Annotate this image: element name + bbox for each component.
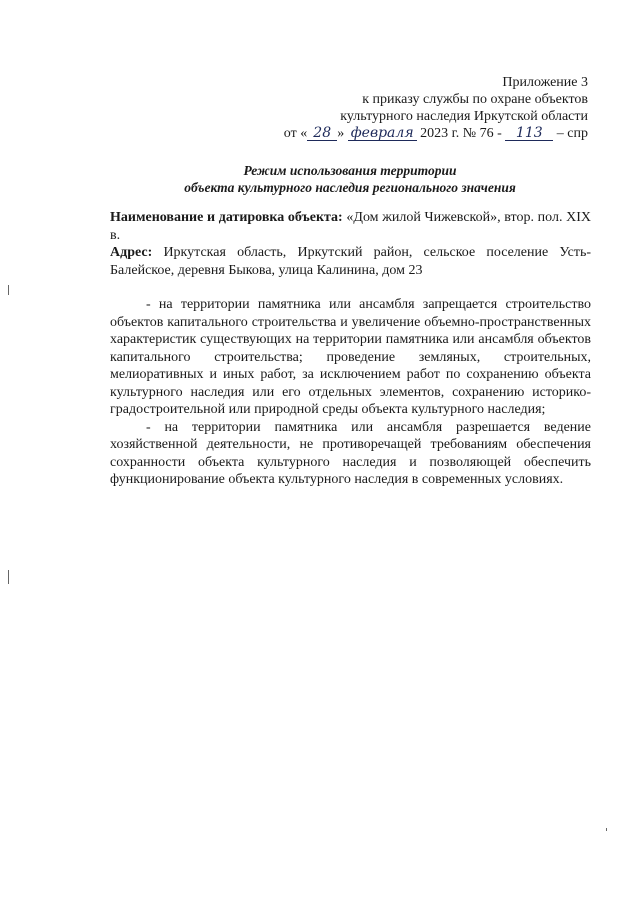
order-year-number: 2023 г. № 76 - — [420, 126, 502, 141]
object-info — [110, 209, 591, 279]
order-date-mid: » — [337, 126, 345, 141]
authority-line: культурного наследия Иркутской области — [340, 109, 588, 124]
order-reference-line: к приказу службы по охране объектов — [362, 92, 588, 107]
appendix-number: Приложение 3 — [502, 75, 588, 90]
appendix-header — [284, 74, 588, 142]
object-name-label: Наименование и датировка объекта: — [110, 210, 343, 225]
object-name-value: «Дом жилой Чижевской», втор. пол. XIX в. — [110, 210, 592, 243]
rule-permitted: - на территории памятника или ансамбля разрешается ведение хозяйственной деятельности, не противоречащей требованиям обеспечения сохранности объекта культурного наследия и позволяющей обеспечить функционирование объекта культурного наследия в современных условиях. — [110, 419, 591, 487]
scan-artifact — [8, 285, 9, 295]
rule-prohibited: - на территории памятника или ансамбля запрещается строительство объектов капитального строительства и увеличение объемно-пространственных характеристик существующих на территории памятника или ансамбля объектов капитального строительства; проведение земляных, строительных, мелиоративных и иных работ, за исключением работ по сохранению объекта культурного наследия или его отдельных элементов, сохранению историко-градостроительной или природной среды объекта культурного наследия; — [110, 297, 591, 417]
object-name-row — [110, 209, 591, 244]
document-title — [110, 162, 590, 196]
order-date-prefix: от « — [283, 126, 308, 141]
handwritten-day: 28 — [307, 126, 337, 141]
order-date-line — [284, 125, 588, 142]
scan-artifact — [8, 570, 9, 584]
title-line-1: Режим использования территории — [243, 163, 457, 178]
title-line-2: объекта культурного наследия регионального значения — [184, 180, 516, 195]
handwritten-month: февраля — [348, 126, 417, 141]
object-address-row — [110, 244, 591, 279]
object-address-value: Иркутская область, Иркутский район, сельское поселение Усть-Балейское, деревня Быкова, улица Калинина, дом 23 — [110, 245, 591, 278]
order-suffix: – спр — [556, 126, 588, 141]
scan-artifact — [606, 828, 607, 831]
handwritten-order-number: 113 — [505, 126, 553, 141]
object-address-label: Адрес: — [110, 245, 153, 260]
usage-rules — [110, 296, 591, 489]
